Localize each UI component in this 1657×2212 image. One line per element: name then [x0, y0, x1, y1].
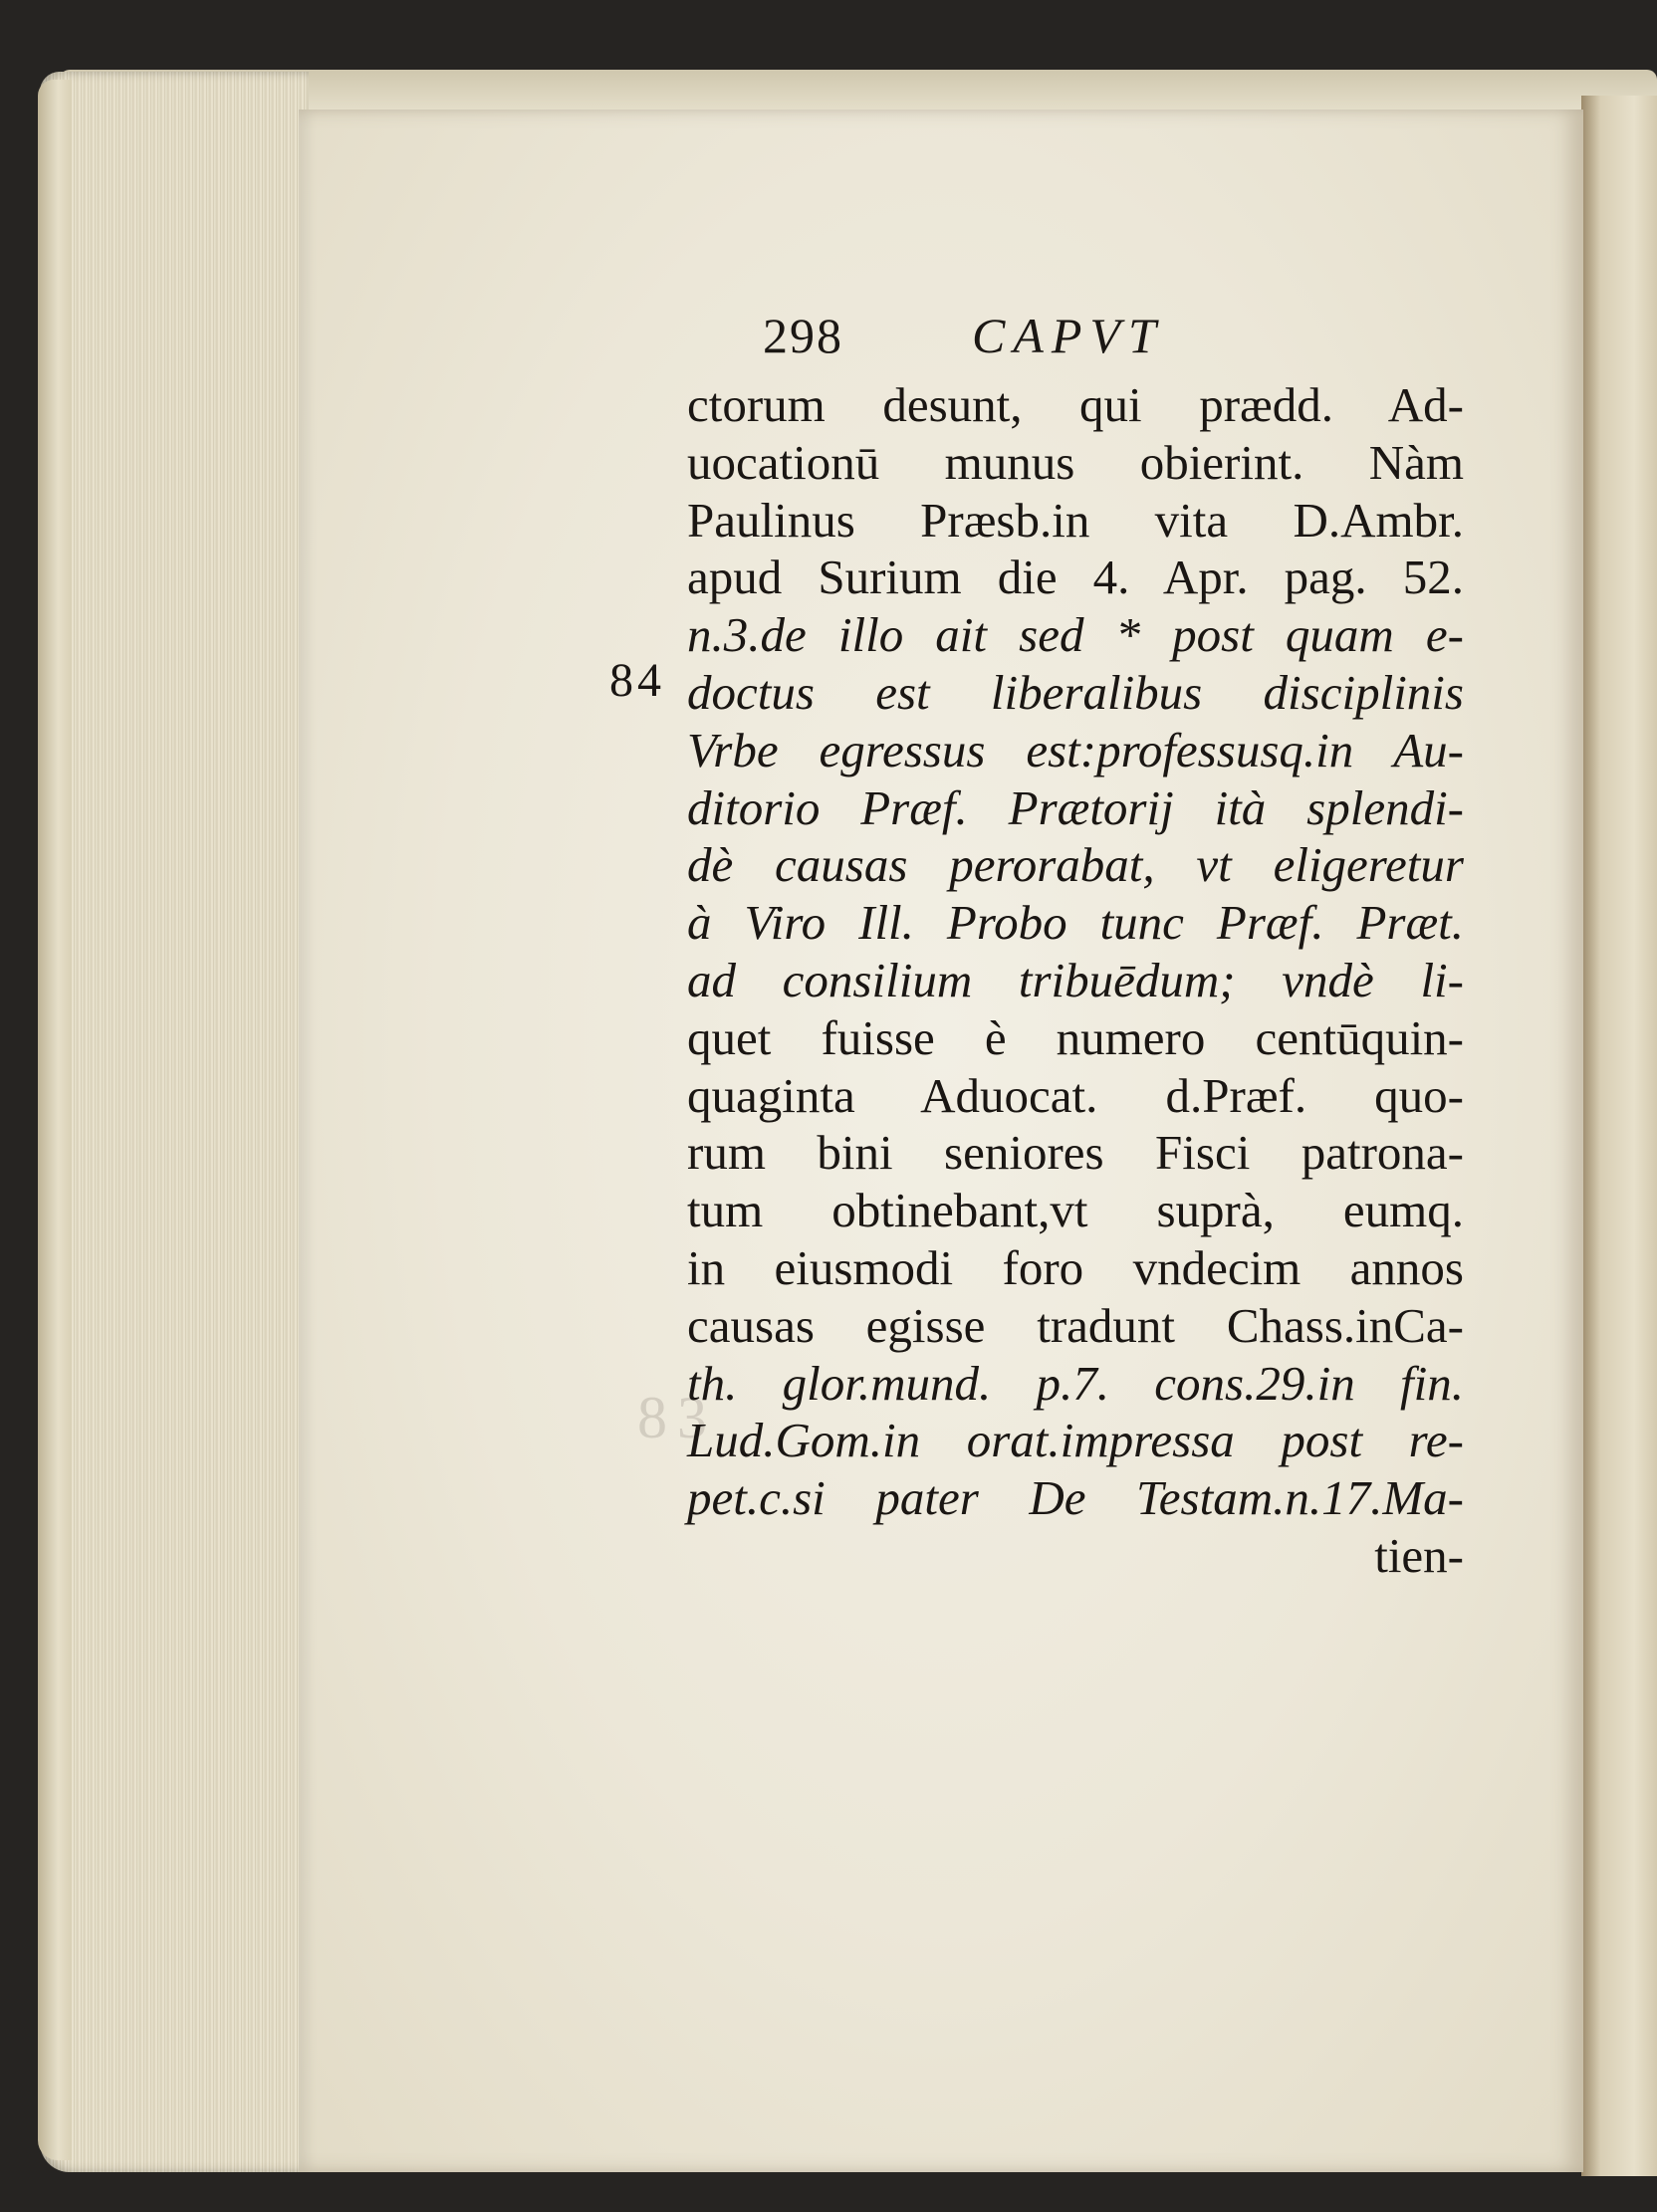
show-through-text: 83 — [637, 1385, 717, 1450]
text-line: apud Surium die 4. Apr. pag. 52. — [687, 550, 1464, 605]
text-line: causas egisse tradunt Chass.inCa- — [687, 1297, 1464, 1353]
text-line: pet.c.si pater De Testam.n.17.Ma- — [687, 1470, 1464, 1526]
text-line: ditorio Præf. Prætorij ità splendi- — [687, 779, 1464, 835]
text-line: Paulinus Præsb.in vita D.Ambr. — [687, 492, 1464, 548]
marginal-number: 84 — [609, 654, 665, 707]
text-line: ad consilium tribuēdum; vndè li- — [687, 952, 1464, 1007]
body-text — [687, 376, 1484, 1585]
text-line: quet fuisse è numero centūquin- — [687, 1009, 1464, 1065]
text-line: uocationū munus obierint. Nàm — [687, 434, 1464, 490]
text-line: th. glor.mund. p.7. cons.29.in fin. — [687, 1355, 1464, 1411]
book-page-edges — [40, 72, 309, 2172]
page-number: 298 — [763, 308, 843, 363]
text-line: rum bini seniores Fisci patrona- — [687, 1125, 1464, 1181]
page-header — [687, 307, 1484, 376]
text-line: tum obtinebant,vt suprà, eumq. — [687, 1183, 1464, 1238]
text-line: in eiusmodi foro vndecim annos — [687, 1239, 1464, 1295]
text-line: à Viro Ill. Probo tunc Præf. Præt. — [687, 895, 1464, 951]
text-line: Vrbe egressus est:professusq.in Au- — [687, 722, 1464, 777]
text-line: dè causas perorabat, vt eligeretur — [687, 837, 1464, 893]
text-line: doctus est liberalibus disciplinis — [687, 664, 1464, 720]
text-line: quaginta Aduocat. d.Præf. quo- — [687, 1067, 1464, 1123]
book-binding — [38, 80, 72, 2160]
text-line: ctorum desunt, qui prædd. Ad- — [687, 377, 1464, 432]
text-block — [687, 307, 1484, 1585]
text-line: n.3.de illo ait sed * post quam e- — [687, 607, 1464, 663]
text-line: Lud.Gom.in orat.impressa post re- — [687, 1413, 1464, 1468]
running-head: CAPVT — [972, 308, 1164, 363]
text-line: tien- — [1374, 1527, 1464, 1583]
facing-page-edge — [1581, 96, 1657, 2176]
